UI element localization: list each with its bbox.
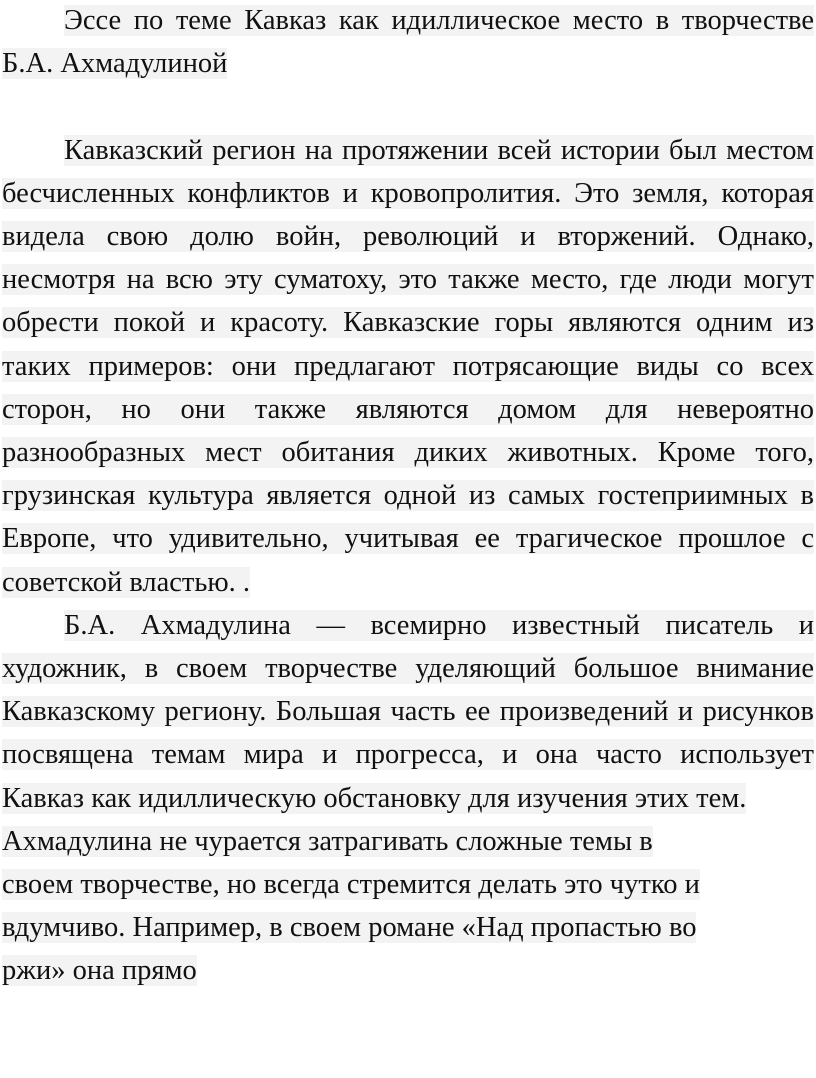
blank-line [2, 85, 814, 128]
closing-line-2-text: своем творчестве, но всегда стремится делать это чутко и [2, 869, 700, 901]
closing-line-4 [2, 949, 814, 992]
document-title [2, 0, 814, 85]
paragraph-2 [2, 604, 814, 820]
paragraph-1-text: Кавказский регион на протяжении всей истории был местом бесчисленных конфликтов и кровопролития. Это земля, которая видела свою долю войн, революций и вторжений. Однако, несмотря на всю эту суматоху, это также место, где люди могут обрести покой и красоту. Кавказские горы являются одним из таких примеров: они предлагают потрясающие виды со всех сторон, но они также являются домом для невероятно разнообразных мест обитания диких животных. Кроме того, грузинская культура является одной из самых гостеприимных в Европе, что удивительно, учитывая ее трагическое прошлое с советской властью. . [2, 134, 814, 598]
closing-line-1 [2, 820, 814, 863]
closing-line-3 [2, 906, 814, 949]
paragraph-2-text: Б.А. Ахмадулина — всемирно известный писатель и художник, в своем творчестве уделяющий большое внимание Кавказскому региону. Большая часть ее произведений и рисунков посвящена темам мира и прогресса, и она часто использует Кавказ как идиллическую обстановку для изучения этих тем. [2, 609, 814, 814]
closing-line-1-text: Ахмадулина не чурается затрагивать сложные темы в [2, 825, 653, 857]
closing-line-2 [2, 863, 814, 906]
closing-line-4-text: ржи» она прямо [2, 955, 197, 987]
paragraph-1 [2, 129, 814, 604]
closing-line-3-text: вдумчиво. Например, в своем романе «Над пропастью во [2, 912, 697, 944]
document-title-text: Эссе по теме Кавказ как идиллическое место в творчестве Б.А. Ахмадулиной [2, 5, 814, 80]
